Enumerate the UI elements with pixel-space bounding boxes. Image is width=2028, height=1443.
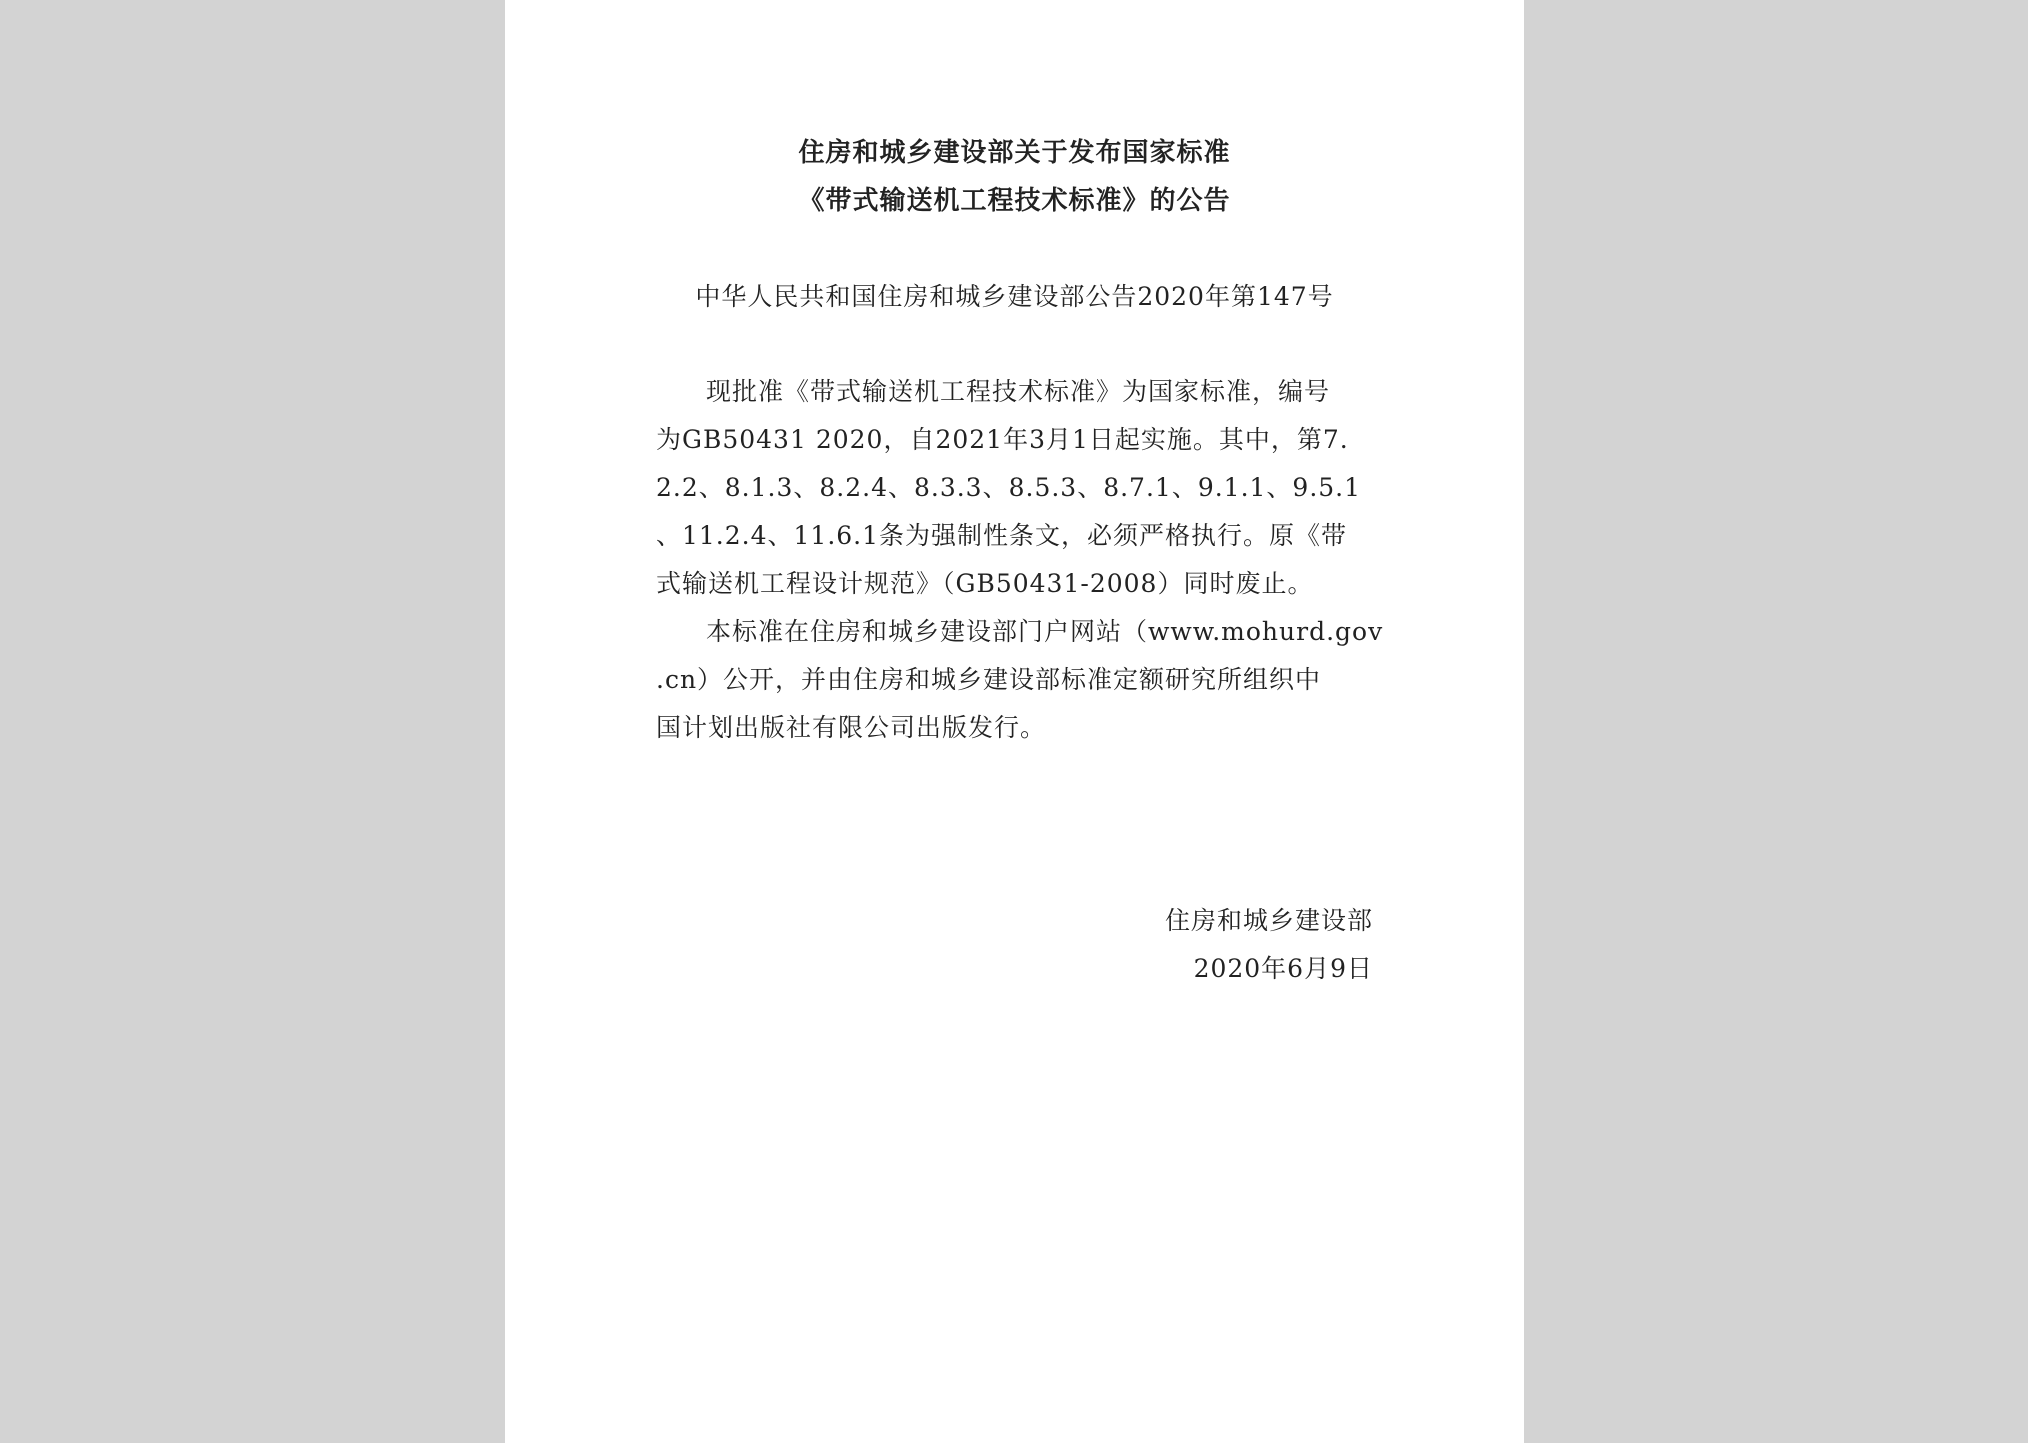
paragraph-1-line: 现批准《带式输送机工程技术标准》为国家标准，编号 [706,377,1331,406]
paragraph-1-line: 为GB50431 2020，自2021年3月1日起实施。其中，第7. [656,425,1349,454]
paragraph-1-line: 、11.2.4、11.6.1条为强制性条文，必须严格执行。原《带 [656,521,1348,550]
title-line-2: 《带式输送机工程技术标准》的公告 [798,186,1231,216]
paragraph-1-line: 2.2、8.1.3、8.2.4、8.3.3、8.5.3、8.7.1、9.1.1、9.5.1 [656,473,1362,502]
paragraph-1-line: 式输送机工程设计规范》（GB50431-2008）同时废止。 [656,569,1314,598]
signing-date: 2020年6月9日 [1193,954,1373,983]
announcement-number: 中华人民共和国住房和城乡建设部公告2020年第147号 [695,282,1334,311]
title-line-1: 住房和城乡建设部关于发布国家标准 [798,138,1231,168]
document-page [505,0,1524,1443]
paragraph-2-line: 本标准在住房和城乡建设部门户网站（www.mohurd.gov [706,617,1384,646]
paragraph-2-line: .cn）公开，并由住房和城乡建设部标准定额研究所组织中 [656,665,1322,694]
signer: 住房和城乡建设部 [1164,906,1373,935]
paragraph-2-line: 国计划出版社有限公司出版发行。 [656,713,1047,742]
